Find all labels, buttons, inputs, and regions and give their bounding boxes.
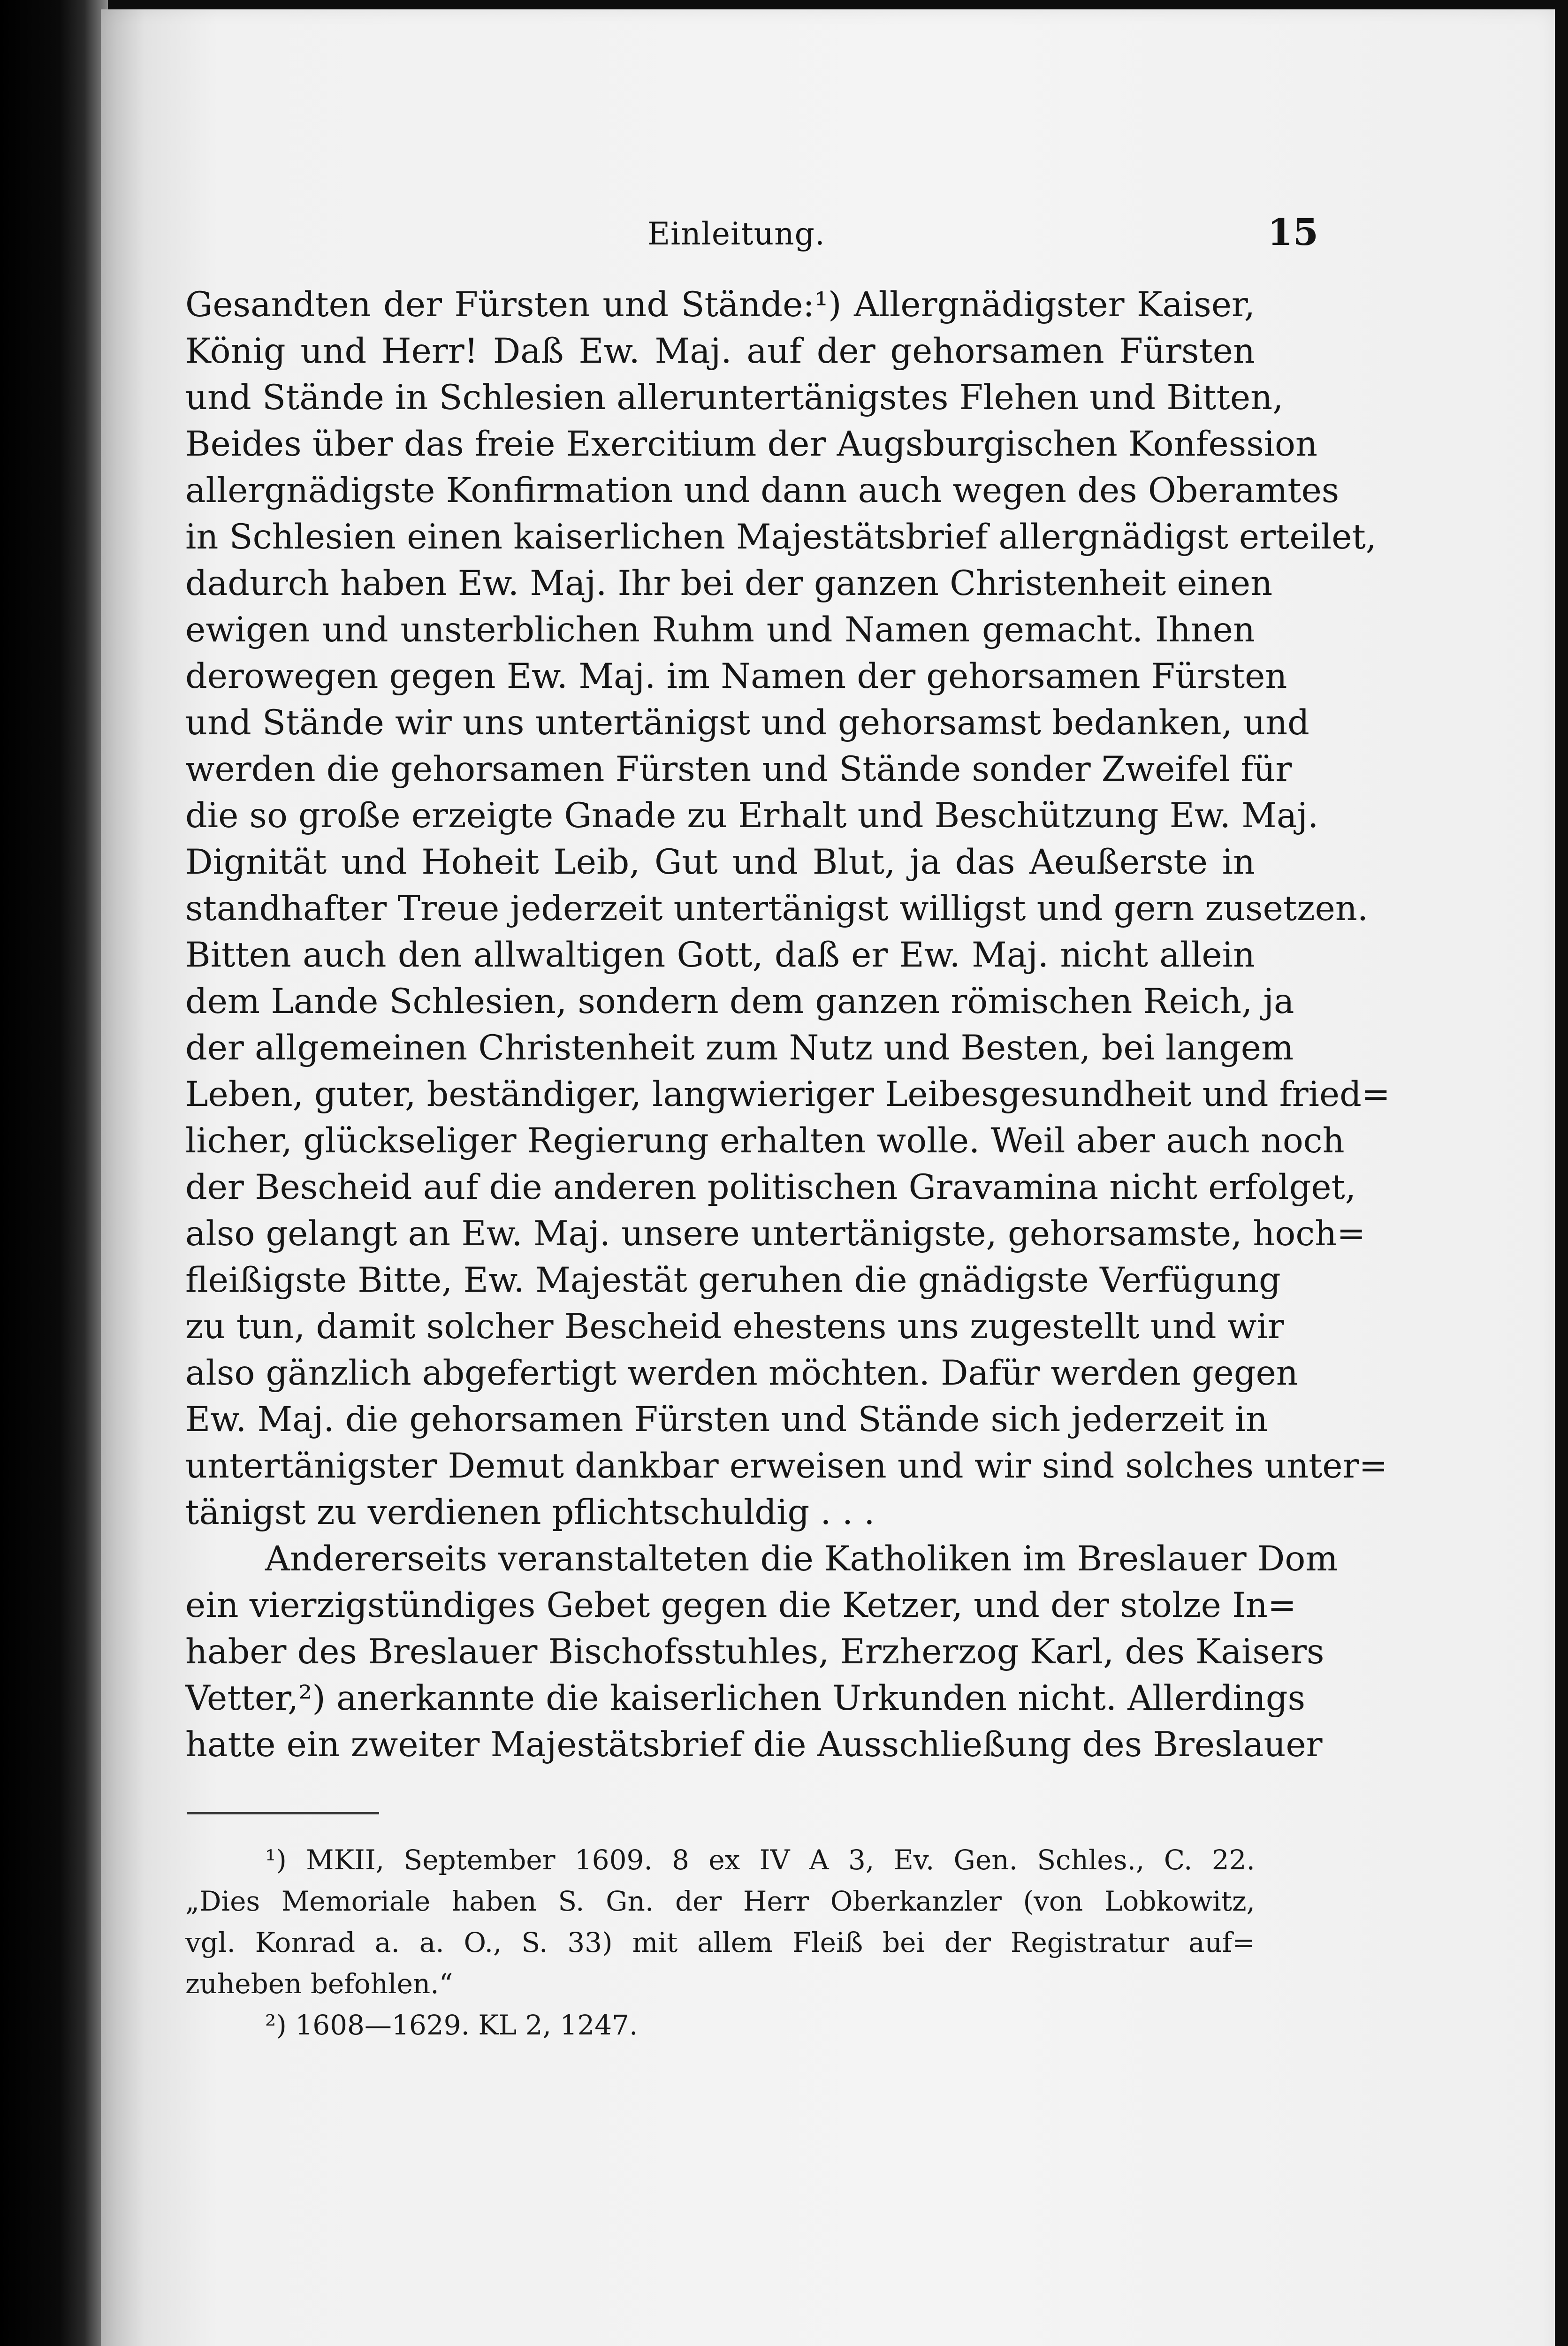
text-line: der allgemeinen Christenheit zum Nutz und Besten, bei langem [185,1028,1294,1068]
main-text [185,282,1391,1768]
text-line: und Stände wir uns untertänigst und gehorsamst bedanken, und [185,703,1309,743]
text-line: untertänigster Demut dankbar erweisen und wir sind solches unter= [185,1446,1388,1486]
text-line: Beides über das freie Exercitium der Augsburgischen Konfession [185,424,1317,464]
text-line: König und Herr! Daß Ew. Maj. auf der gehorsamen Fürsten [185,331,1255,371]
text-line: und Stände in Schlesien alleruntertänigstes Flehen und Bitten, [185,378,1284,418]
page-header [183,206,1318,258]
footnote-line: „Dies Memoriale haben S. Gn. der Herr Oberkanzler (von Lobkowitz, [185,1885,1255,1917]
text-line: tänigst zu verdienen pflichtschuldig . . . [185,1493,875,1532]
text-line: Gesandten der Fürsten und Stände:¹) Allergnädigster Kaiser, [185,285,1255,325]
text-line: licher, glückseliger Regierung erhalten wolle. Weil aber auch noch [185,1121,1345,1161]
running-title: Einleitung. [647,216,825,252]
book-spine-shadow [0,0,108,2346]
text-line: Vetter,²) anerkannte die kaiserlichen Urkunden nicht. Allerdings [185,1678,1306,1718]
text-line: derowegen gegen Ew. Maj. im Namen der gehorsamen Fürsten [185,656,1287,696]
footnote-line: zuheben befohlen.“ [185,1968,453,2000]
text-line: haber des Breslauer Bischofsstuhles, Erzherzog Karl, des Kaisers [185,1632,1324,1672]
text-line: Leben, guter, beständiger, langwieriger Leibesgesundheit und fried= [185,1074,1391,1114]
text-line: Ew. Maj. die gehorsamen Fürsten und Stände sich jederzeit in [185,1400,1268,1440]
text-line: hatte ein zweiter Majestätsbrief die Ausschließung des Breslauer [185,1725,1323,1765]
footnote-line: ¹) MKII, September 1609. 8 ex IV A 3, Ev. Gen. Schles., C. 22. [265,1844,1255,1876]
footnotes [185,1839,1255,2046]
text-line: der Bescheid auf die anderen politischen Gravamina nicht erfolget, [185,1167,1356,1207]
text-line: zu tun, damit solcher Bescheid ehestens uns zugestellt und wir [185,1307,1284,1347]
footnote-rule [187,1812,379,1814]
text-line: also gänzlich abgefertigt werden möchten. Dafür werden gegen [185,1353,1298,1393]
text-line: ein vierzigstündiges Gebet gegen die Ketzer, und der stolze In= [185,1585,1297,1625]
text-line: in Schlesien einen kaiserlichen Majestätsbrief allergnädigst erteilet, [185,517,1377,557]
footnote-line: ²) 1608—1629. KL 2, 1247. [265,2009,638,2041]
text-line: dadurch haben Ew. Maj. Ihr bei der ganzen Christenheit einen [185,564,1273,603]
text-line: standhafter Treue jederzeit untertänigst willigst und gern zusetzen. [185,889,1369,929]
text-line: allergnädigste Konfirmation und dann auch wegen des Oberamtes [185,471,1340,510]
text-line: ewigen und unsterblichen Ruhm und Namen gemacht. Ihnen [185,610,1255,650]
text-line: dem Lande Schlesien, sondern dem ganzen römischen Reich, ja [185,982,1294,1021]
paragraph-start-line: Andererseits veranstalteten die Katholiken im Breslauer Dom [265,1539,1338,1579]
text-line: fleißigste Bitte, Ew. Majestät geruhen die gnädigste Verfügung [185,1260,1281,1300]
text-line: werden die gehorsamen Fürsten und Stände sonder Zweifel für [185,749,1292,789]
footnote-line: vgl. Konrad a. a. O., S. 33) mit allem Fleiß bei der Registratur auf= [185,1927,1255,1958]
scan-border-right [1555,0,1568,2346]
page-number: 15 [1267,211,1318,254]
text-line: die so große erzeigte Gnade zu Erhalt und Beschützung Ew. Maj. [185,796,1319,836]
text-line: also gelangt an Ew. Maj. unsere untertänigste, gehorsamste, hoch= [185,1214,1366,1254]
text-line: Bitten auch den allwaltigen Gott, daß er Ew. Maj. nicht allein [185,935,1255,975]
text-line: Dignität und Hoheit Leib, Gut und Blut, ja das Aeußerste in [185,842,1255,882]
